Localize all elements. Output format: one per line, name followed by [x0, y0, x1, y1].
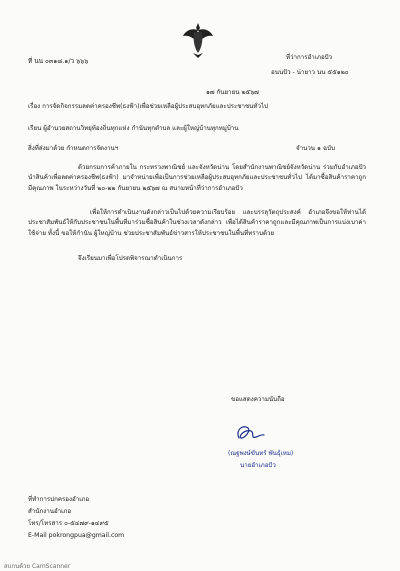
- valediction: ขอแสดงความนับถือ: [231, 396, 285, 403]
- issuer-office: ที่ว่าการอำเภอปัว: [286, 54, 333, 61]
- contact-email: E-Mail pokrongpua@gmail.com: [28, 532, 125, 539]
- scanner-footer: สแกนด้วย CamScanner: [4, 563, 71, 570]
- issuer-address: อนนปัว - น่ายาว นน ๕๕๑๒๐: [271, 69, 349, 76]
- document-number: ที่ นน ๐๓๑๘.๑/ว ๖๖๖: [28, 57, 89, 65]
- attachment-label: สิ่งที่ส่งมาด้วย กำหนดการจัดงานฯ: [28, 145, 119, 152]
- contact-department: ที่ทำการปกครองอำเภอ: [28, 496, 90, 503]
- signature-icon: [229, 420, 269, 446]
- document-date: ๑๗ กันยายน ๒๕๖๗: [206, 89, 259, 96]
- subject-line: เรื่อง การจัดกิจกรรมลดค่าครองชีพ(ธงฟ้า)เพื่อช่วยเหลือผู้ประสบอุทกภัยและประชาชนทั่วไป: [28, 103, 268, 110]
- recipient-line: เรียน ผู้อำนวยสถานวิทยุท้องถิ่นทุกแห่ง กำนันทุกตำบล และผู้ใหญ่บ้านทุกหมู่บ้าน: [28, 125, 239, 132]
- body-paragraph-2: เพื่อให้การดำเนินงานดังกล่าวเป็นไปด้วยความเรียบร้อย และบรรลุวัตถุประสงค์ อำเภอจึงขอให้ท่านได้ประชาสัมพันธ์ให้กับประชาชนในพื้นที่มาร่วมซื้อสินค้าในช่วงเวลาดังกล่าว เพื่อได้สินค้าราคาถูกและมีคุณภาพเป็นการแบ่งเบาค่าใช้จ่าย ทั้งนี้ ขอให้กำนัน ผู้ใหญ่บ้าน ช่วยประชาสัมพันธ์ข่าวสารให้ประชาชนในพื้นที่ทราบด้วย: [28, 209, 366, 237]
- attachment-quantity: จำนวน ๑ ฉบับ: [296, 145, 335, 152]
- body-paragraph-1: ด้วยกรมการค้าภายใน กระทรวงพาณิชย์ และจังหวัดน่าน โดยสำนักงานพาณิชย์จังหวัดน่าน ร่วมกับอำเภอปัว นำสินค้าเพื่อลดค่าครองชีพ(ธงฟ้า) มาจำหน่ายเพื่อเป็นการช่วยเหลือผู้ประสบอุทกภัยและประชาชนทั่วไป ได้มาซื้อสินค้าราคาถูกมีคุณภาพ ในระหว่างวันที่ ๒๐-๒๒ กันยายน ๒๕๖๗ ณ สนามหน้าที่ว่าการอำเภอปัว: [28, 164, 366, 192]
- signer-name: (ณฐพงษ์ขันทร์ พันธุ์เหม): [228, 450, 294, 457]
- contact-phone: โทร/โทรสาร ๐-๕๔๗๙-๑๔๙๕: [28, 520, 109, 527]
- garuda-emblem-icon: [181, 20, 215, 60]
- contact-office: สำนักงานอำเภอ: [28, 508, 72, 515]
- closing-request: จึงเรียนมาเพื่อโปรดพิจารณาดำเนินการ: [78, 255, 183, 262]
- signer-position: นายอำเภอปัว: [240, 462, 276, 469]
